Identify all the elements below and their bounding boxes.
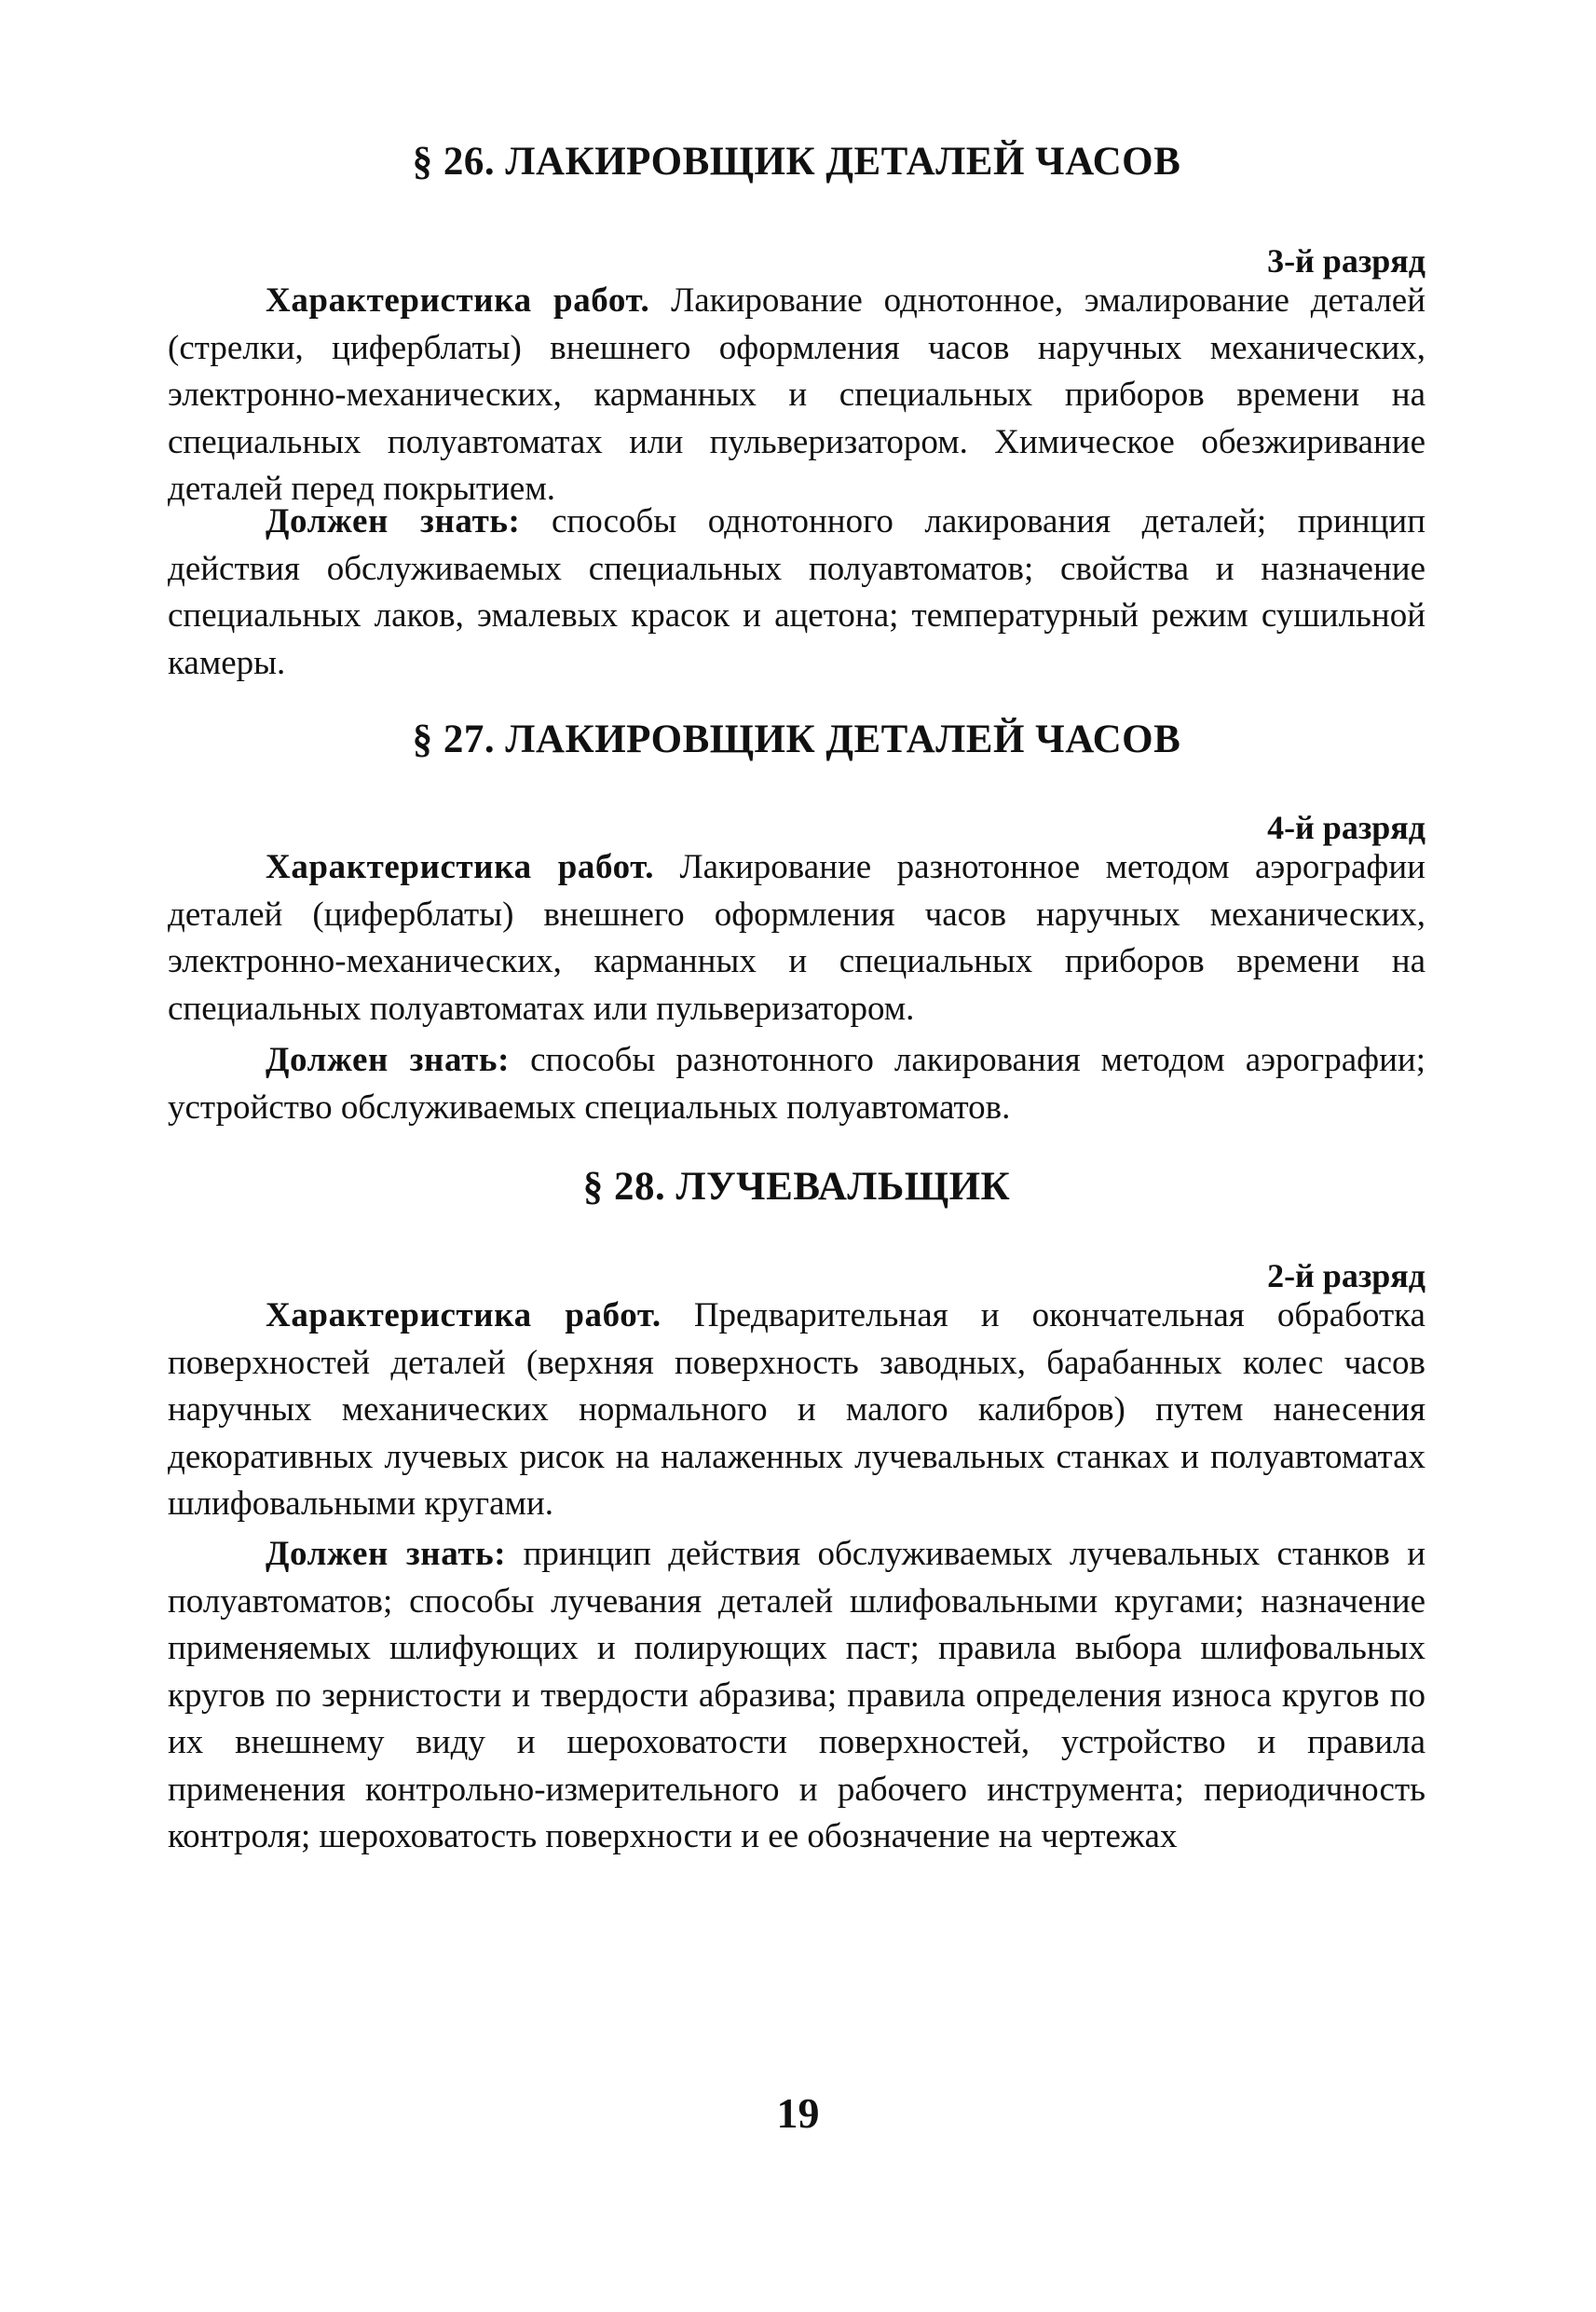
section-26-grade: 3-й разряд: [1267, 242, 1425, 280]
section-28-work-label: Характеристика работ.: [266, 1296, 662, 1334]
section-28-knowledge: [168, 1531, 1425, 1861]
section-27-work-label: Характеристика работ.: [266, 848, 655, 886]
section-27-heading: § 27. ЛАКИРОВЩИК ДЕТАЛЕЙ ЧАСОВ: [412, 718, 1181, 761]
section-27-knowledge: [168, 1037, 1425, 1131]
section-26-heading: § 26. ЛАКИРОВЩИК ДЕТАЛЕЙ ЧАСОВ: [412, 140, 1181, 184]
section-26-know-text: способы однотонного лакирования деталей; принцип действия обслуживаемых специальных полуавтоматов; свойства и назначение специальных лаков, эмалевых красок и ацетона; температурный режим сушильной камеры.: [168, 502, 1426, 682]
section-26-work-label: Характеристика работ.: [266, 281, 650, 320]
section-27-grade: 4-й разряд: [1267, 809, 1425, 846]
section-27-work-text: Лакирование разнотонное методом аэрографии деталей (циферблаты) внешнего оформления часов наручных механических, электронно-механических, карманных и специальных приборов времени на специальных полуавтоматах или пульверизатором.: [168, 848, 1425, 1028]
section-27-know-text: способы разнотонного лакирования методом аэрографии; устройство обслуживаемых специальных полуавтоматов.: [168, 1041, 1426, 1127]
section-28-know-text: принцип действия обслуживаемых лучевальных станков и полуавтоматов; способы лучевания деталей шлифовальными кругами; назначение применяемых шлифующих и полирующих паст; правила выбора шлифовальных кругов по зернистости и твердости абразива; правила определения износа кругов по их внешнему виду и шероховатости поверхностей, устройство и правила применения контрольно-измерительного и рабочего инструмента; периодичность контроля; шероховатость поверхности и ее обозначение на чертежах: [168, 1535, 1426, 1855]
section-26-know-label: Должен знать:: [266, 502, 521, 540]
section-28-grade: 2-й разряд: [1267, 1257, 1425, 1294]
section-26-work-description: [168, 278, 1425, 513]
page-number: 19: [776, 2089, 820, 2137]
section-27-know-label: Должен знать:: [266, 1041, 510, 1079]
section-28-work-text: Предварительная и окончательная обработка поверхностей деталей (верхняя поверхность заводных, барабанных колес часов наручных механических нормального и малого калибров) путем нанесения декоративных лучевых рисок на налаженных лучевальных станках и полуавтоматах шлифовальными кругами.: [168, 1296, 1425, 1523]
section-28-work-description: [168, 1293, 1425, 1528]
section-28-heading: § 28. ЛУЧЕВАЛЬЩИК: [582, 1165, 1011, 1209]
section-26-work-text: Лакирование однотонное, эмалирование деталей (стрелки, циферблаты) внешнего оформления часов наручных механических, электронно-механических, карманных и специальных приборов времени на специальных полуавтоматах или пульверизатором. Химическое обезжиривание деталей перед покрытием.: [168, 281, 1425, 508]
section-26-knowledge: [168, 499, 1425, 687]
section-27-work-description: [168, 844, 1425, 1033]
section-28-know-label: Должен знать:: [266, 1535, 507, 1573]
